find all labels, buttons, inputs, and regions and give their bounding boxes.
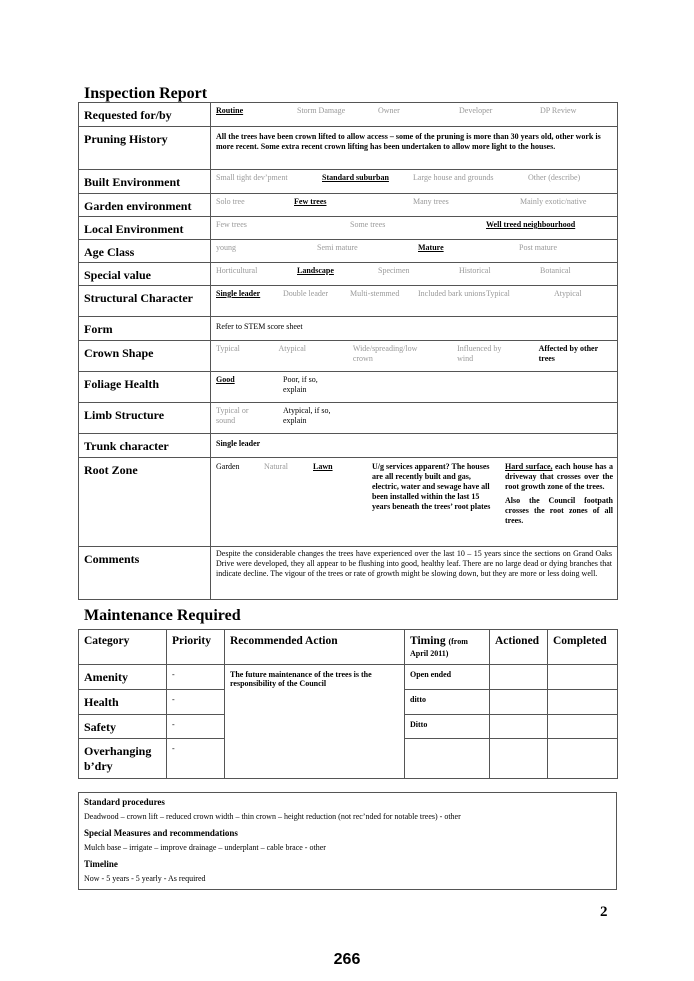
- row-garden: [79, 194, 618, 217]
- row-crown: [79, 341, 618, 372]
- option-well-treed: Well treed neighbourhood: [486, 220, 576, 229]
- option-small-tight: Small tight dev’pment: [216, 173, 288, 182]
- option-included-bark: Included bark unions: [418, 289, 486, 298]
- row-requested: [79, 103, 618, 127]
- actioned-amenity: [490, 665, 548, 690]
- option-post-mature: Post mature: [519, 243, 557, 252]
- option-few-trees: Few trees: [294, 197, 327, 206]
- label-structural: Structural Character: [79, 286, 211, 317]
- timing-safety: Ditto: [405, 715, 490, 739]
- option-botanical: Botanical: [540, 266, 571, 275]
- completed-health: [548, 690, 618, 715]
- header-timing-label: Timing: [410, 635, 446, 647]
- option-horticultural: Horticultural: [216, 266, 258, 275]
- header-action: Recommended Action: [225, 630, 405, 665]
- label-limb: Limb Structure: [79, 403, 211, 434]
- option-affected-other-trees: Affected by other trees: [538, 344, 599, 363]
- category-overhanging: Overhanging b’dry: [79, 739, 167, 779]
- row-root: [79, 458, 618, 547]
- row-pruning: [79, 127, 618, 170]
- header-priority: Priority: [167, 630, 225, 665]
- option-few-trees-local: Few trees: [216, 220, 247, 229]
- option-historical: Historical: [459, 266, 491, 275]
- option-good: Good: [216, 375, 235, 384]
- maintenance-title: Maintenance Required: [84, 607, 241, 624]
- hard-surface-link: Hard surface,: [505, 462, 553, 471]
- option-routine: Routine: [216, 106, 244, 115]
- option-specimen: Specimen: [378, 266, 410, 275]
- label-requested: Requested for/by: [79, 103, 211, 127]
- pruning-history-text: All the trees have been crown lifted to allow access – some of the pruning is more than 30 years old, other work is more recent. Some extra recent crown lifting has been undertaken to allow more light to the houses.: [216, 132, 601, 151]
- maintenance-header-row: [79, 630, 618, 665]
- priority-overhanging: -: [167, 739, 225, 779]
- label-local: Local Environment: [79, 217, 211, 240]
- hard-surface-rest: each house has a driveway that crosses over the root growth zone of the trees.: [505, 462, 613, 491]
- special-measures-text: Mulch base – irrigate – improve drainage – underplant – cable brace - other: [84, 843, 326, 852]
- header-timing: [405, 630, 490, 665]
- category-safety: Safety: [79, 715, 167, 739]
- option-poor-explain: Poor, if so, explain: [283, 375, 318, 394]
- option-other-describe: Other (describe): [528, 173, 581, 182]
- footpath-text: Also the Council footpath crosses the root zones of all trees.: [505, 496, 613, 525]
- option-multi-stemmed: Multi-stemmed: [350, 289, 400, 298]
- actioned-overhanging: [490, 739, 548, 779]
- option-landscape: Landscape: [297, 266, 334, 275]
- standard-procedures-heading: Standard procedures: [84, 797, 165, 807]
- label-form: Form: [79, 317, 211, 341]
- option-semi-mature: Semi mature: [317, 243, 358, 252]
- hard-surface-text: [505, 462, 613, 492]
- option-many-trees: Many trees: [413, 197, 449, 206]
- trunk-text: Single leader: [216, 439, 261, 448]
- option-influenced-wind: Influenced by wind: [457, 344, 502, 363]
- procedures-box: [78, 792, 617, 890]
- label-garden: Garden environment: [79, 194, 211, 217]
- category-amenity: Amenity: [79, 665, 167, 690]
- option-typical-sound: Typical or sound: [216, 406, 249, 425]
- option-lawn: Lawn: [313, 462, 333, 471]
- row-special: [79, 263, 618, 286]
- label-age: Age Class: [79, 240, 211, 263]
- option-atypical-structural: Atypical: [554, 289, 582, 298]
- row-local: [79, 217, 618, 240]
- option-atypical-explain: Atypical, if so, explain: [283, 406, 331, 425]
- timeline-heading: Timeline: [84, 859, 118, 869]
- header-timing-from: (from April 2011): [410, 637, 468, 658]
- option-solo-tree: Solo tree: [216, 197, 245, 206]
- header-actioned: Actioned: [490, 630, 548, 665]
- maintenance-row: [79, 665, 618, 690]
- option-developer: Developer: [459, 106, 493, 115]
- services-text: U/g services apparent? The houses are all recently built and gas, electric, water and sewage have all been installed within the last 15 years beneath the trees’ root plates: [372, 462, 491, 511]
- row-trunk: [79, 434, 618, 458]
- option-garden: Garden: [216, 462, 240, 471]
- row-structural: [79, 286, 618, 317]
- label-comments: Comments: [79, 547, 211, 600]
- option-some-trees: Some trees: [350, 220, 386, 229]
- option-typical-crown: Typical: [216, 344, 240, 353]
- option-storm-damage: Storm Damage: [297, 106, 346, 115]
- row-foliage: [79, 372, 618, 403]
- actioned-health: [490, 690, 548, 715]
- completed-safety: [548, 715, 618, 739]
- priority-health: -: [167, 690, 225, 715]
- option-mature: Mature: [418, 243, 444, 252]
- inspection-table: [78, 102, 618, 600]
- option-typical-structural: Typical: [486, 289, 510, 298]
- option-dp-review: DP Review: [540, 106, 577, 115]
- label-foliage: Foliage Health: [79, 372, 211, 403]
- actioned-safety: [490, 715, 548, 739]
- option-large-house: Large house and grounds: [413, 173, 494, 182]
- label-pruning: Pruning History: [79, 127, 211, 170]
- special-measures-heading: Special Measures and recommendations: [84, 828, 238, 838]
- row-age: [79, 240, 618, 263]
- recommended-action-text: The future maintenance of the trees is the responsibility of the Council: [225, 665, 405, 779]
- footer-page-number: 266: [333, 951, 361, 968]
- row-comments: [79, 547, 618, 600]
- header-category: Category: [79, 630, 167, 665]
- page-number: 2: [600, 904, 608, 920]
- timeline-text: Now - 5 years - 5 yearly - As required: [84, 874, 206, 883]
- standard-procedures-text: Deadwood – crown lift – reduced crown width – thin crown – height reduction (not rec’nded for notable trees) - other: [84, 812, 461, 821]
- option-mainly-exotic: Mainly exotic/native: [520, 197, 587, 206]
- label-special: Special value: [79, 263, 211, 286]
- header-completed: Completed: [548, 630, 618, 665]
- priority-amenity: -: [167, 665, 225, 690]
- priority-safety: -: [167, 715, 225, 739]
- option-young: young: [216, 243, 236, 252]
- form-text: Refer to STEM score sheet: [216, 322, 303, 331]
- row-limb: [79, 403, 618, 434]
- timing-overhanging: [405, 739, 490, 779]
- option-standard-suburban: Standard suburban: [322, 173, 389, 182]
- inspection-report-title: Inspection Report: [84, 85, 208, 102]
- label-trunk: Trunk character: [79, 434, 211, 458]
- comments-text: Despite the considerable changes the trees have experienced over the last 10 – 15 years since the sections on Grand Oaks Drive were developed, they all appear to be flushing into good, healthy leaf. There are no large dead or dying branches that indicate decline. The vigour of the trees or rate of growth might be slowing down, but they are more or less doing well.: [216, 549, 612, 578]
- option-atypical-crown: Atypical: [278, 344, 307, 353]
- completed-amenity: [548, 665, 618, 690]
- option-natural: Natural: [264, 462, 288, 471]
- option-wide-spreading: Wide/spreading/low crown: [352, 344, 418, 363]
- row-form: [79, 317, 618, 341]
- label-crown: Crown Shape: [79, 341, 211, 372]
- option-owner: Owner: [378, 106, 400, 115]
- timing-health: ditto: [405, 690, 490, 715]
- label-built: Built Environment: [79, 170, 211, 194]
- option-double-leader: Double leader: [283, 289, 329, 298]
- label-root: Root Zone: [79, 458, 211, 547]
- completed-overhanging: [548, 739, 618, 779]
- maintenance-table: [78, 629, 618, 779]
- option-single-leader: Single leader: [216, 289, 261, 298]
- category-health: Health: [79, 690, 167, 715]
- timing-amenity: Open ended: [405, 665, 490, 690]
- row-built: [79, 170, 618, 194]
